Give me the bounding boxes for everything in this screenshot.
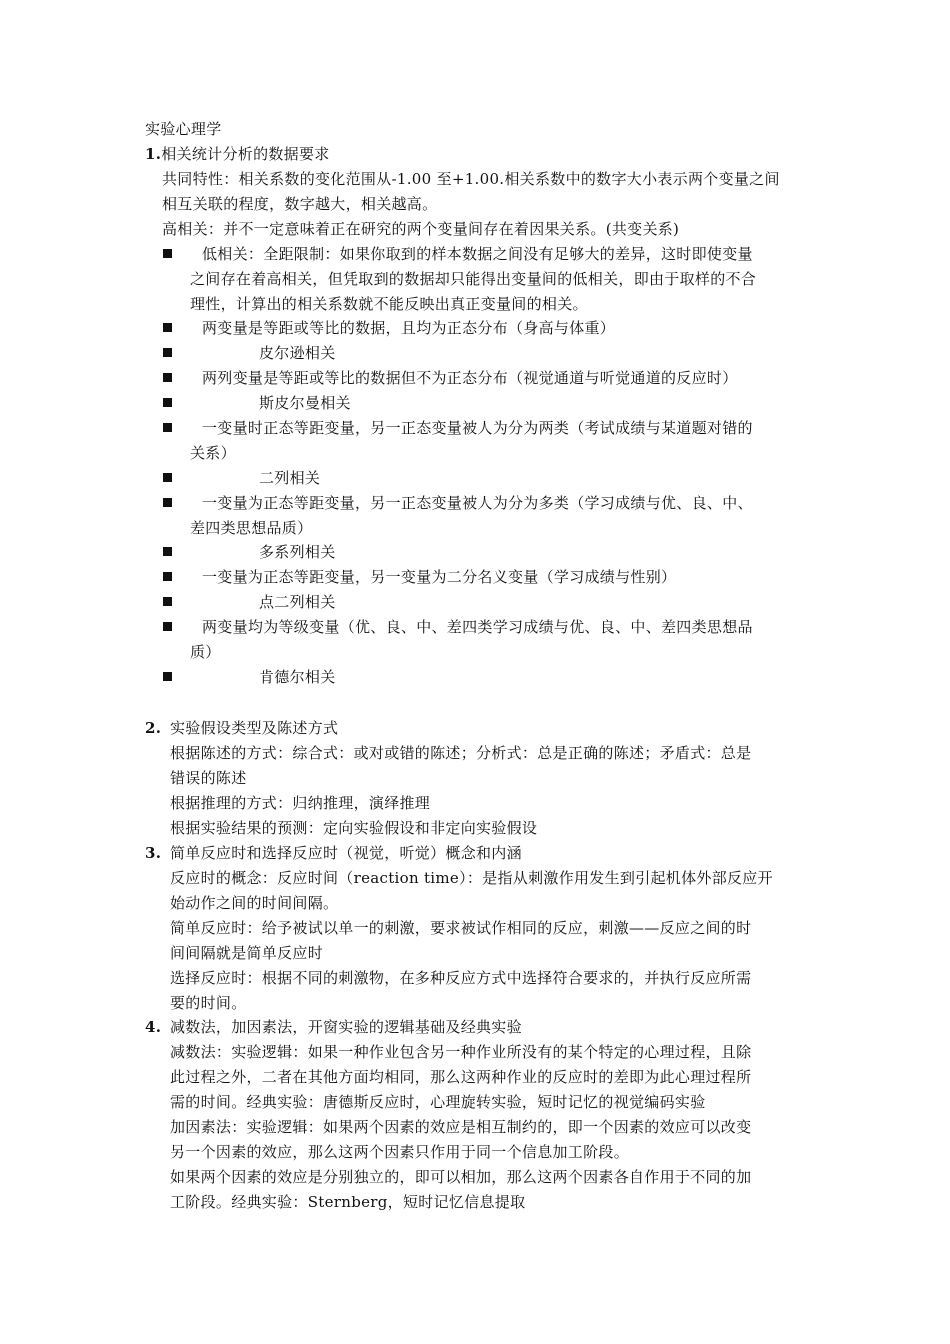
section-4-line-6: 如果两个因素的效应是分别独立的，即可以相加，那么这两个因素各自作用于不同的加 [170, 1168, 752, 1186]
section-4-number: 4. [145, 1018, 162, 1036]
section-3-number: 3. [145, 844, 162, 862]
section-3-line-6: 要的时间。 [170, 994, 247, 1012]
bullet-11: 点二列相关 [259, 593, 336, 611]
section-3-line-4: 间间隔就是简单反应时 [170, 944, 324, 962]
section-1-paragraph-1-line-2: 相互关联的程度，数字越大，相关越高。 [162, 195, 438, 213]
section-4-line-5: 另一个因素的效应，那么这两个因素只作用于同一个信息加工阶段。 [170, 1143, 630, 1161]
bullet-8-line-1: 一变量为正态等距变量，另一正态变量被人为分为多类（学习成绩与优、良、中、 [202, 494, 753, 512]
section-2-line-1: 根据陈述的方式：综合式：或对或错的陈述；分析式：总是正确的陈述；矛盾式：总是 [170, 744, 752, 762]
section-4-line-1: 减数法：实验逻辑：如果一种作业包含另一种作业所没有的某个特定的心理过程，且除 [170, 1043, 752, 1061]
bullet-1-line-1: 低相关：全距限制：如果你取到的样本数据之间没有足够大的差异，这时即使变量 [202, 245, 753, 263]
bullet-square-icon [163, 249, 172, 258]
bullet-9: 多系列相关 [259, 543, 336, 561]
section-2-line-4: 根据实验结果的预测：定向实验假设和非定向实验假设 [170, 819, 538, 837]
bullet-square-icon [163, 547, 172, 556]
section-4-line-4: 加因素法：实验逻辑：如果两个因素的效应是相互制约的，即一个因素的效应可以改变 [170, 1118, 752, 1136]
bullet-4: 两列变量是等距或等比的数据但不为正态分布（视觉通道与听觉通道的反应时） [202, 369, 738, 387]
bullet-12-line-2: 质） [190, 643, 221, 661]
bullet-square-icon [163, 622, 172, 631]
bullet-3: 皮尔逊相关 [259, 344, 336, 362]
section-4-line-7: 工阶段。经典实验：Sternberg，短时记忆信息提取 [170, 1193, 526, 1211]
section-1-paragraph-2: 高相关：并不一定意味着正在研究的两个变量间存在着因果关系。(共变关系) [162, 220, 680, 238]
bullet-square-icon [163, 323, 172, 332]
document-title: 实验心理学 [145, 120, 222, 138]
bullet-5: 斯皮尔曼相关 [259, 394, 351, 412]
bullet-square-icon [163, 423, 172, 432]
bullet-square-icon [163, 348, 172, 357]
section-3-line-1: 反应时的概念：反应时间（reaction time）：是指从刺激作用发生到引起机体外部反应开 [170, 869, 773, 887]
bullet-8-line-2: 差四类思想品质） [190, 519, 313, 537]
bullet-12-line-1: 两变量均为等级变量（优、良、中、差四类学习成绩与优、良、中、差四类思想品 [202, 618, 753, 636]
section-2-line-2: 错误的陈述 [170, 769, 247, 787]
bullet-6-line-2: 关系） [190, 444, 236, 462]
section-3-heading: 简单反应时和选择反应时（视觉，听觉）概念和内涵 [170, 844, 522, 862]
section-2-line-3: 根据推理的方式：归纳推理，演绎推理 [170, 794, 431, 812]
bullet-square-icon [163, 398, 172, 407]
bullet-2: 两变量是等距或等比的数据，且均为正态分布（身高与体重） [202, 319, 616, 337]
section-3-line-5: 选择反应时：根据不同的刺激物，在多种反应方式中选择符合要求的，并执行反应所需 [170, 969, 752, 987]
section-4-line-2: 此过程之外，二者在其他方面均相同，那么这两种作业的反应时的差即为此心理过程所 [170, 1068, 752, 1086]
bullet-square-icon [163, 498, 172, 507]
section-1-heading [145, 144, 330, 164]
section-4-heading: 减数法，加因素法，开窗实验的逻辑基础及经典实验 [170, 1018, 522, 1036]
bullet-square-icon [163, 597, 172, 606]
section-2-number: 2. [145, 719, 162, 737]
section-1-paragraph-1-line-1: 共同特性：相关系数的变化范围从-1.00 至+1.00.相关系数中的数字大小表示两个变量之间 [162, 170, 780, 188]
section-3-line-3: 简单反应时：给予被试以单一的刺激，要求被试作相同的反应，刺激——反应之间的时 [170, 919, 752, 937]
bullet-10: 一变量为正态等距变量，另一变量为二分名义变量（学习成绩与性别） [202, 568, 677, 586]
bullet-square-icon [163, 672, 172, 681]
bullet-6-line-1: 一变量时正态等距变量，另一正态变量被人为分为两类（考试成绩与某道题对错的 [202, 419, 753, 437]
bullet-7: 二列相关 [259, 469, 321, 487]
bullet-square-icon [163, 473, 172, 482]
section-4-line-3: 需的时间。经典实验：唐德斯反应时，心理旋转实验，短时记忆的视觉编码实验 [170, 1093, 706, 1111]
bullet-13: 肯德尔相关 [259, 668, 336, 686]
section-1-number: 1. [145, 145, 162, 163]
section-3-line-2: 始动作之间的时间间隔。 [170, 894, 339, 912]
section-1-heading-text: 相关统计分析的数据要求 [161, 145, 330, 163]
bullet-square-icon [163, 373, 172, 382]
bullet-square-icon [163, 572, 172, 581]
bullet-1-line-2: 之间存在着高相关，但凭取到的数据却只能得出变量间的低相关，即由于取样的不合 [190, 270, 757, 288]
section-2-heading: 实验假设类型及陈述方式 [170, 719, 339, 737]
bullet-1-line-3: 理性，计算出的相关系数就不能反映出真正变量间的相关。 [190, 295, 588, 313]
